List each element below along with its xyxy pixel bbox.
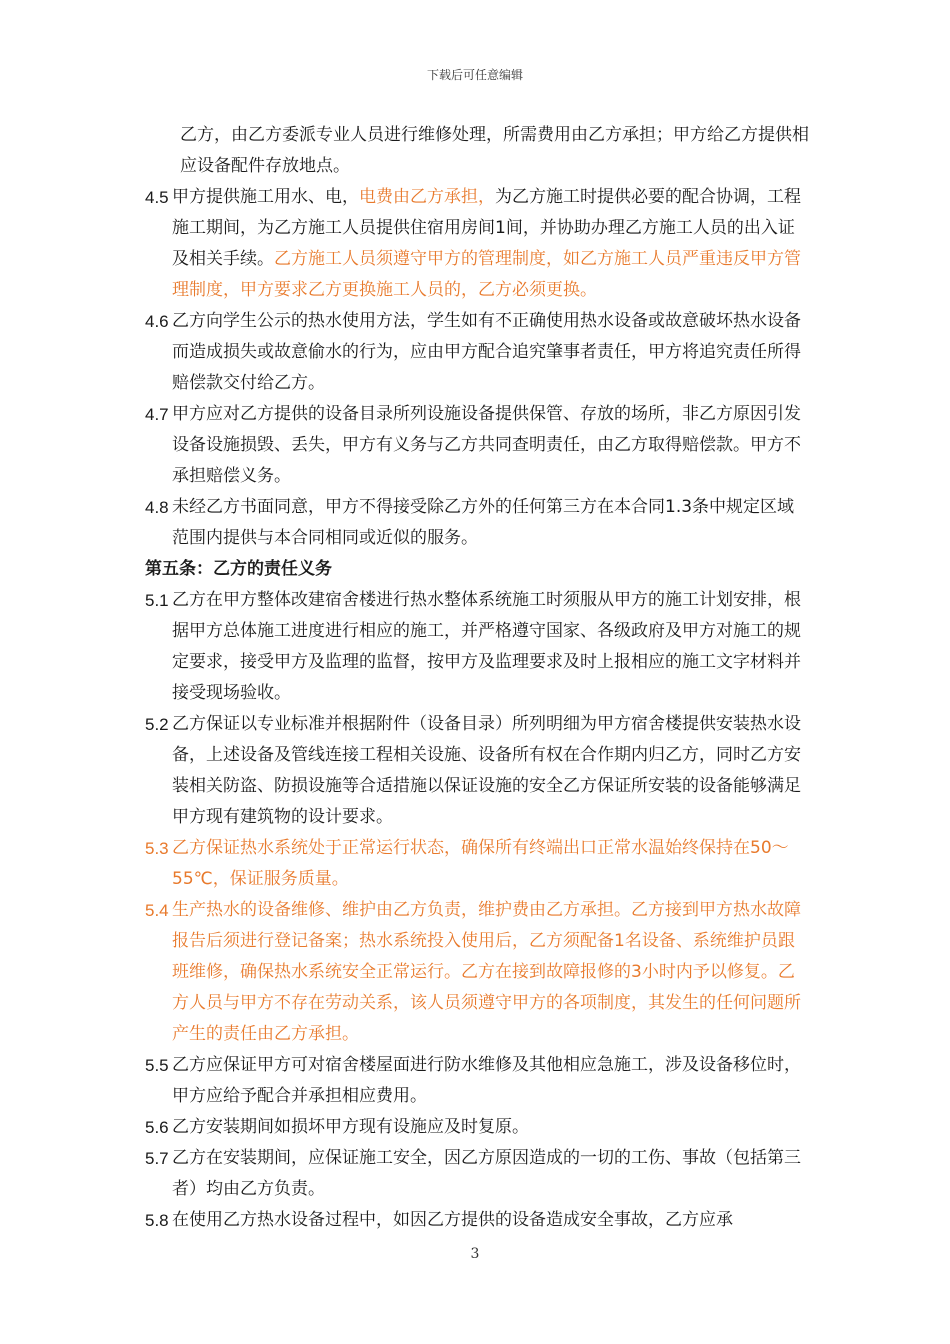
clause-number: 5.6 bbox=[145, 1118, 169, 1137]
clause-number: 5.1 bbox=[145, 591, 169, 610]
section-heading-5: 第五条：乙方的责任义务 bbox=[145, 559, 332, 579]
paragraph-5-4: 5.4 生产热水的设备维修、维护由乙方负责，维护费由乙方承担。乙方接到甲方热水故障报告后须进行登记备案；热水系统投入使用后，乙方须配备1名设备、系统维护员跟班维修，确保热水系统安全正常运行。乙方在接到故障报修的3小时内予以修复。乙方人员与甲方不存在劳动关系，该人员须遵守甲方的各项制度，其发生的任何问题所产生的责任由乙方承担。 bbox=[145, 895, 810, 1050]
paragraph-4-4-continued: 乙方，由乙方委派专业人员进行维修处理，所需费用由乙方承担；甲方给乙方提供相应设备配件存放地点。 bbox=[180, 125, 809, 176]
clause-number: 4.5 bbox=[145, 188, 169, 207]
clause-number: 5.4 bbox=[145, 901, 169, 920]
paragraph-4-7: 4.7 甲方应对乙方提供的设备目录所列设施设备提供保管、存放的场所，非乙方原因引发设备设施损毁、丢失，甲方有义务与乙方共同查明责任，由乙方取得赔偿款。甲方不承担赔偿义务。 bbox=[145, 399, 810, 492]
highlighted-text: 乙方施工人员须遵守甲方的管理制度，如乙方施工人员严重违反甲方管理制度，甲方要求乙方更换施工人员的，乙方必须更换。 bbox=[172, 249, 801, 300]
paragraph-5-5: 5.5 乙方应保证甲方可对宿舍楼屋面进行防水维修及其他相应急施工，涉及设备移位时，甲方应给予配合并承担相应费用。 bbox=[145, 1050, 810, 1112]
paragraph-5-2: 5.2 乙方保证以专业标准并根据附件（设备目录）所列明细为甲方宿舍楼提供安装热水设备，上述设备及管线连接工程相关设施、设备所有权在合作期内归乙方，同时乙方安装相关防盗、防损设施等合适措施以保证设施的安全乙方保证所安装的设备能够满足甲方现有建筑物的设计要求。 bbox=[145, 709, 810, 833]
paragraph-4-8: 4.8 未经乙方书面同意，甲方不得接受除乙方外的任何第三方在本合同1.3条中规定区域范围内提供与本合同相同或近似的服务。 bbox=[145, 492, 810, 554]
page-header: 下载后可任意编辑 bbox=[426, 68, 523, 82]
paragraph-4-6: 4.6 乙方向学生公示的热水使用方法，学生如有不正确使用热水设备或故意破坏热水设备而造成损失或故意偷水的行为，应由甲方配合追究肇事者责任，甲方将追究责任所得赔偿款交付给乙方。 bbox=[145, 306, 810, 399]
document-body bbox=[145, 120, 810, 1236]
clause-number: 4.7 bbox=[145, 405, 169, 424]
paragraph-5-8: 5.8 在使用乙方热水设备过程中，如因乙方提供的设备造成安全事故，乙方应承 bbox=[145, 1205, 810, 1236]
paragraph-5-7: 5.7 乙方在安装期间，应保证施工安全，因乙方原因造成的一切的工伤、事故（包括第三者）均由乙方负责。 bbox=[145, 1143, 810, 1205]
clause-number: 4.8 bbox=[145, 498, 169, 517]
clause-number: 5.2 bbox=[145, 715, 169, 734]
clause-number: 5.8 bbox=[145, 1211, 169, 1230]
page-number: 3 bbox=[470, 1246, 480, 1262]
highlighted-text: 电费由乙方承担， bbox=[359, 187, 495, 207]
clause-number: 4.6 bbox=[145, 312, 169, 331]
paragraph-5-3: 5.3 乙方保证热水系统处于正常运行状态，确保所有终端出口正常水温始终保持在50～55℃，保证服务质量。 bbox=[145, 833, 810, 895]
paragraph-5-6: 5.6 乙方安装期间如损坏甲方现有设施应及时复原。 bbox=[145, 1112, 810, 1143]
paragraph-5-1: 5.1 乙方在甲方整体改建宿舍楼进行热水整体系统施工时须服从甲方的施工计划安排，根据甲方总体施工进度进行相应的施工，并严格遵守国家、各级政府及甲方对施工的规定要求，接受甲方及监理的监督，按甲方及监理要求及时上报相应的施工文字材料并接受现场验收。 bbox=[145, 585, 810, 709]
paragraph-4-5: 4.5 甲方提供施工用水、电，电费由乙方承担，为乙方施工时提供必要的配合协调，工程施工期间，为乙方施工人员提供住宿用房间1间，并协助办理乙方施工人员的出入证及相关手续。乙方施工人员须遵守甲方的管理制度，如乙方施工人员严重违反甲方管理制度，甲方要求乙方更换施工人员的，乙方必须更换。 bbox=[145, 182, 810, 306]
clause-number: 5.5 bbox=[145, 1056, 169, 1075]
clause-number: 5.7 bbox=[145, 1149, 169, 1168]
clause-number: 5.3 bbox=[145, 839, 169, 858]
